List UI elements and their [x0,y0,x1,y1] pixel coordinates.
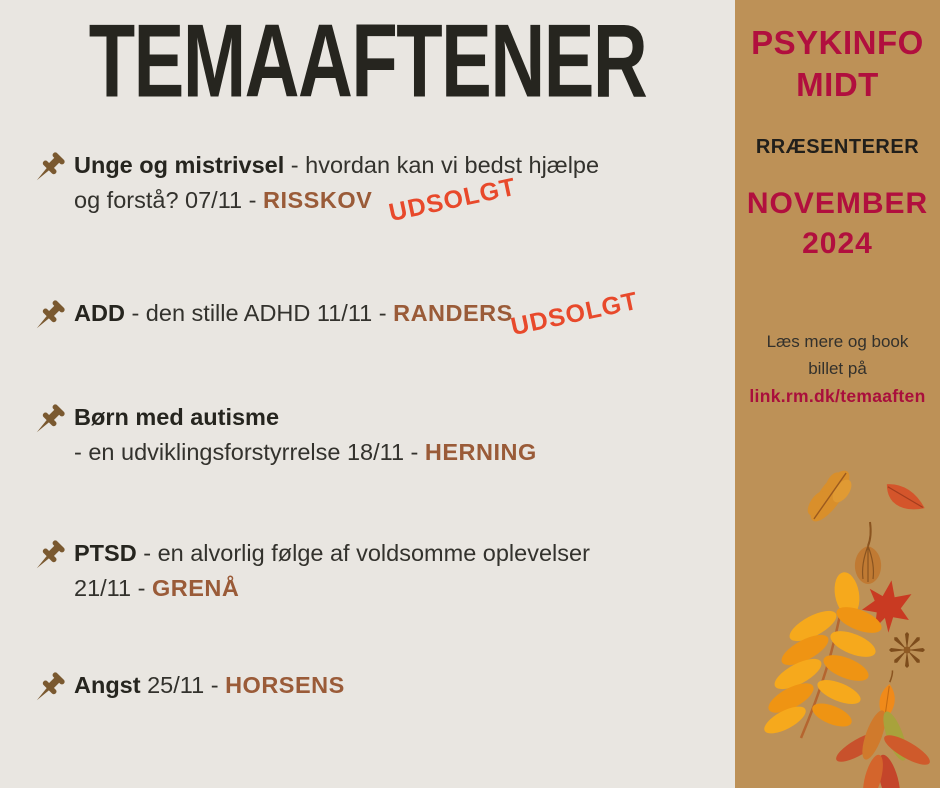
event-city: HERNING [424,439,537,465]
booking-info-line-1: Læs mere og book [766,332,909,351]
brand-line-2: MIDT [796,66,879,103]
event-description: 25/11 - [140,672,226,698]
sold-out-badge: UDSOLGT [386,172,519,228]
event-text [74,536,590,606]
presents-label: RRÆSENTERER [755,136,920,158]
event-item-unge-og-mistrivsel [28,148,718,228]
pushpin-icon [28,669,68,714]
month-label [735,184,940,264]
pushpin-icon [28,297,68,342]
sidebar [735,0,940,788]
event-description: - den stille ADHD 11/11 - [124,300,394,326]
booking-link[interactable]: link.rm.dk/temaaften [749,386,926,406]
small-red-leaf-icon [881,481,929,516]
event-line-2 [74,183,599,218]
event-text [74,400,537,470]
event-city: HORSENS [225,672,345,698]
event-title: PTSD [74,540,137,566]
event-city: RISSKOV [263,187,373,213]
star-anise-icon [889,632,925,668]
event-item-ptsd [28,536,718,606]
sold-out-badge: UDSOLGT [508,286,641,342]
event-city: GRENÅ [151,575,240,601]
oak-leaf-icon [802,464,859,529]
event-description-cont: og forstå? 07/11 - [74,187,263,213]
event-title: Unge og mistrivsel [74,152,285,178]
pushpin-icon [28,537,68,582]
booking-info-line-2: billet på [808,359,867,378]
event-item-angst [28,668,718,714]
event-city: RANDERS [393,300,513,326]
brand-name [735,22,940,106]
event-description: - en alvorlig følge af voldsomme oplevelser [136,540,590,566]
event-item-boern-med-autisme [28,400,718,470]
event-text [74,296,513,331]
month-year: 2024 [802,227,873,260]
event-description-cont: - en udviklingsforstyrrelse 18/11 - [74,439,425,465]
event-title: Børn med autisme [74,404,280,430]
event-title: ADD [74,300,125,326]
event-line-2 [74,435,537,470]
event-description: - hvordan kan vi bedst hjælpe [284,152,600,178]
booking-info-text [735,328,940,382]
event-line-1 [74,296,513,331]
event-line-1 [74,536,590,571]
brand-line-1: PSYKINFO [751,24,924,61]
event-line-1 [74,148,599,183]
event-line-1 [74,668,345,703]
month-name: NOVEMBER [746,187,929,220]
event-line-1 [74,400,537,435]
physalis-icon [855,522,881,584]
event-description-cont: 21/11 - [74,575,152,601]
event-line-2 [74,571,590,606]
pushpin-icon [28,149,68,194]
event-text [74,148,599,218]
pushpin-icon [28,401,68,446]
rowan-leaf-icon [760,570,885,738]
event-title: Angst [74,672,141,698]
page-title: TEMAAFTENER [88,3,647,120]
event-text [74,668,345,703]
autumn-leaves-illustration [735,458,940,788]
event-item-add [28,286,718,342]
